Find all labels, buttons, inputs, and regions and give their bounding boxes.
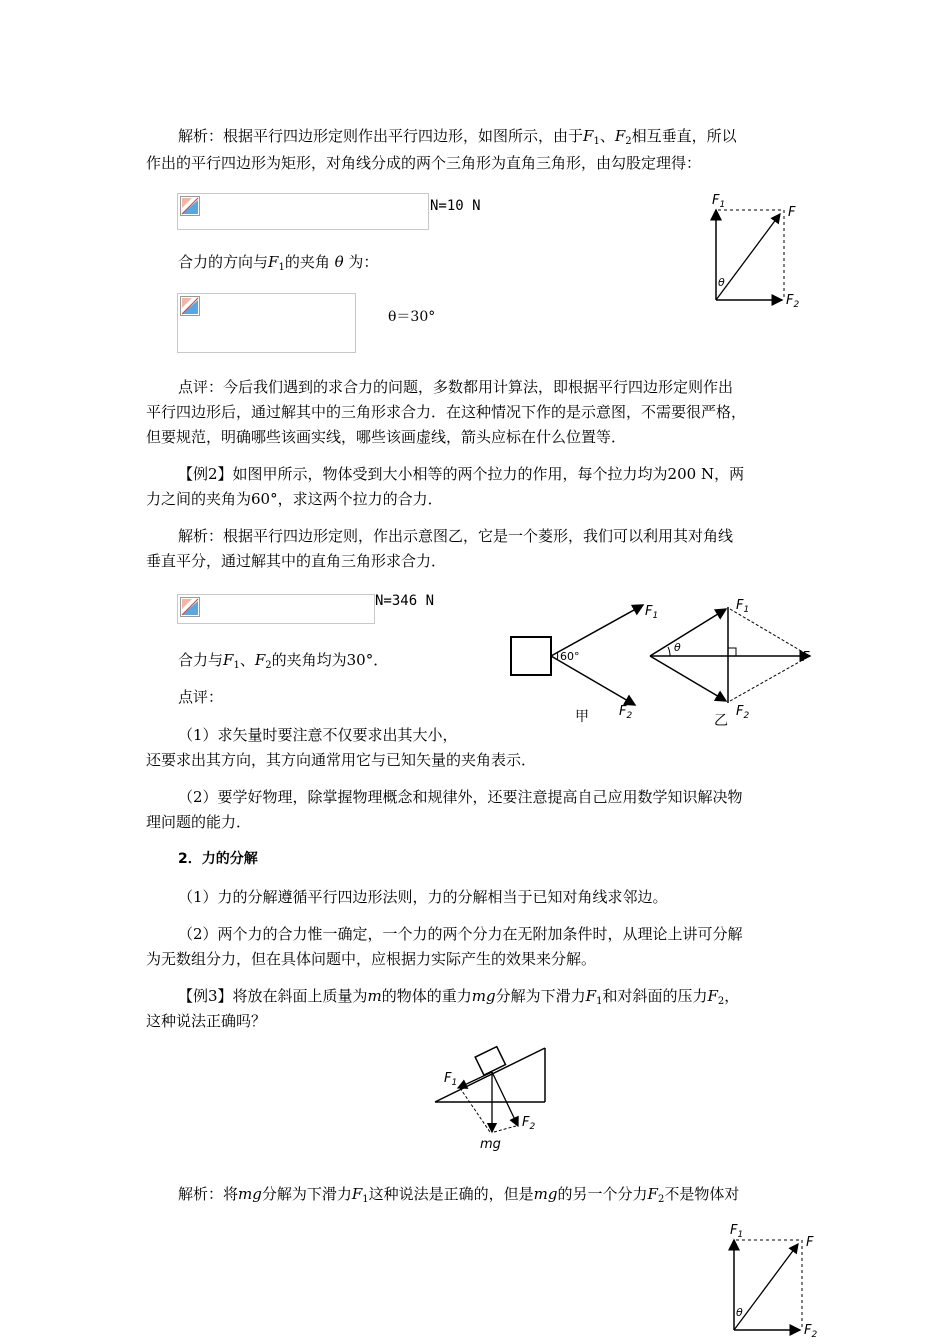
- f1-label: $F_1$: [712, 193, 726, 210]
- f1-label: $F_1$: [444, 1071, 458, 1088]
- broken-image-icon: [180, 597, 200, 617]
- angle-arc: [668, 647, 670, 656]
- f1-vector: [458, 1072, 492, 1088]
- figure-yi-diagram: [640, 595, 820, 735]
- f1-vector: [650, 609, 726, 656]
- object-box: [511, 637, 551, 675]
- comment1-line2: 平行四边形后，通过解其中的三角形求合力．在这种情况下作的是示意图，不需要很严格，: [146, 403, 747, 421]
- analysis2-line1: 解析：根据平行四边形定则，作出示意图乙，它是一个菱形，我们可以利用其对角线: [178, 527, 734, 545]
- decomp-item2a: （2）两个力的合力惟一确定，一个力的两个分力在无附加条件时，从理论上讲可分解: [178, 925, 743, 943]
- equation2-result: θ＝30°: [388, 309, 436, 325]
- decomp-item1: （1）力的分解遵循平行四边形法则，力的分解相当于已知对角线求邻边。: [178, 888, 668, 906]
- comment1-line1: 点评：今后我们遇到的求合力的问题，多数都用计算法，即根据平行四边形定则作出: [178, 378, 734, 396]
- angle-arc: [557, 652, 558, 660]
- f2-label: $F_2$: [619, 704, 633, 721]
- example2-line2: 力之间的夹角为60°，求这两个拉力的合力．: [146, 490, 443, 508]
- resultant-vector: [734, 1244, 798, 1330]
- section2-title: 2．力的分解: [178, 851, 258, 867]
- broken-image-icon: [180, 196, 200, 216]
- dashed-upper: [730, 609, 808, 655]
- f2-vector: [650, 656, 726, 701]
- angle2-description: 合力与$F_1$、$F_2$的夹角均为30°．: [178, 651, 389, 671]
- right-angle-mark: [728, 648, 736, 656]
- angle-60-label: 60°: [560, 650, 580, 663]
- comment2-item2a: （2）要学好物理，除掌握物理概念和规律外，还要注意提高自己应用数学知识解决物: [178, 788, 743, 806]
- decomp-item2b: 为无数组分力，但在具体问题中，应根据力实际产生的效果来分解。: [146, 950, 597, 968]
- incline-diagram: [430, 1040, 555, 1155]
- theta-label: θ: [674, 641, 681, 654]
- dashed-right: [494, 1126, 516, 1132]
- equation1-result: N=10 N: [430, 198, 481, 214]
- angle-description: 合力的方向与$F_1$的夹角 θ 为：: [178, 253, 379, 273]
- resultant-vector: [716, 214, 780, 300]
- f2-label: $F_2$: [786, 293, 800, 310]
- analysis2-line2: 垂直平分，通过解其中的直角三角形求合力．: [146, 552, 447, 570]
- f1-label: $F_1$: [645, 604, 659, 621]
- example2-line1: 【例2】如图甲所示，物体受到大小相等的两个拉力的作用，每个拉力均为200 N，两: [178, 465, 745, 483]
- example3-line1: 【例3】将放在斜面上质量为m的物体的重力mg分解为下滑力$F_1$和对斜面的压力$F_2$，: [178, 987, 740, 1007]
- theta-label: θ: [718, 276, 725, 289]
- comment1-line3: 但要规范，明确哪些该画实线，哪些该画虚线，箭头应标在什么位置等．: [146, 428, 627, 446]
- dashed-left: [460, 1088, 490, 1132]
- comment2-item1a: （1）求矢量时要注意不仅要求出其大小，: [178, 726, 458, 744]
- force-rectangle-diagram-2: [718, 1218, 828, 1342]
- force-rectangle-diagram-1: [700, 188, 820, 313]
- block: [475, 1047, 505, 1075]
- analysis3-line1: 解析：将mg分解为下滑力$F_1$这种说法是正确的，但是mg的另一个分力$F_2$不是物体对: [178, 1185, 740, 1205]
- equation-image-placeholder: [177, 594, 375, 624]
- f1-label: $F_1$: [730, 1223, 744, 1240]
- equation3-result: N=346 N: [375, 593, 435, 609]
- comment2-item2b: 理问题的能力．: [146, 813, 252, 831]
- equation-image-placeholder: [177, 293, 356, 353]
- example3-line2: 这种说法正确吗？: [146, 1012, 267, 1030]
- equation-image-placeholder: [177, 193, 429, 230]
- f2-vector: [492, 1072, 518, 1126]
- f2-vector: [551, 656, 635, 705]
- f1-label: $F_1$: [736, 598, 750, 615]
- dashed-lower: [730, 657, 808, 701]
- f-label: F: [802, 650, 810, 665]
- f-label: F: [806, 1235, 814, 1250]
- f-label: F: [788, 205, 796, 220]
- analysis1-line2: 作出的平行四边形为矩形，对角线分成的两个三角形为直角三角形，由勾股定理得：: [146, 154, 702, 172]
- theta-label: θ: [736, 1306, 743, 1319]
- mg-label: mg: [480, 1137, 501, 1152]
- analysis1-line1: 解析：根据平行四边形定则作出平行四边形，如图所示，由于$F_1$、$F_2$相互垂直，所以: [178, 127, 737, 147]
- f2-label: $F_2$: [804, 1323, 818, 1340]
- comment2-item1b: 还要求出其方向，其方向通常用它与已知矢量的夹角表示．: [146, 751, 537, 769]
- jia-caption: 甲: [575, 709, 589, 725]
- yi-caption: 乙: [714, 713, 728, 729]
- f2-label: $F_2$: [522, 1115, 536, 1132]
- f2-label: $F_2$: [736, 704, 750, 721]
- broken-image-icon: [180, 296, 200, 316]
- f1-vector: [551, 605, 643, 656]
- comment2-title: 点评：: [178, 688, 224, 706]
